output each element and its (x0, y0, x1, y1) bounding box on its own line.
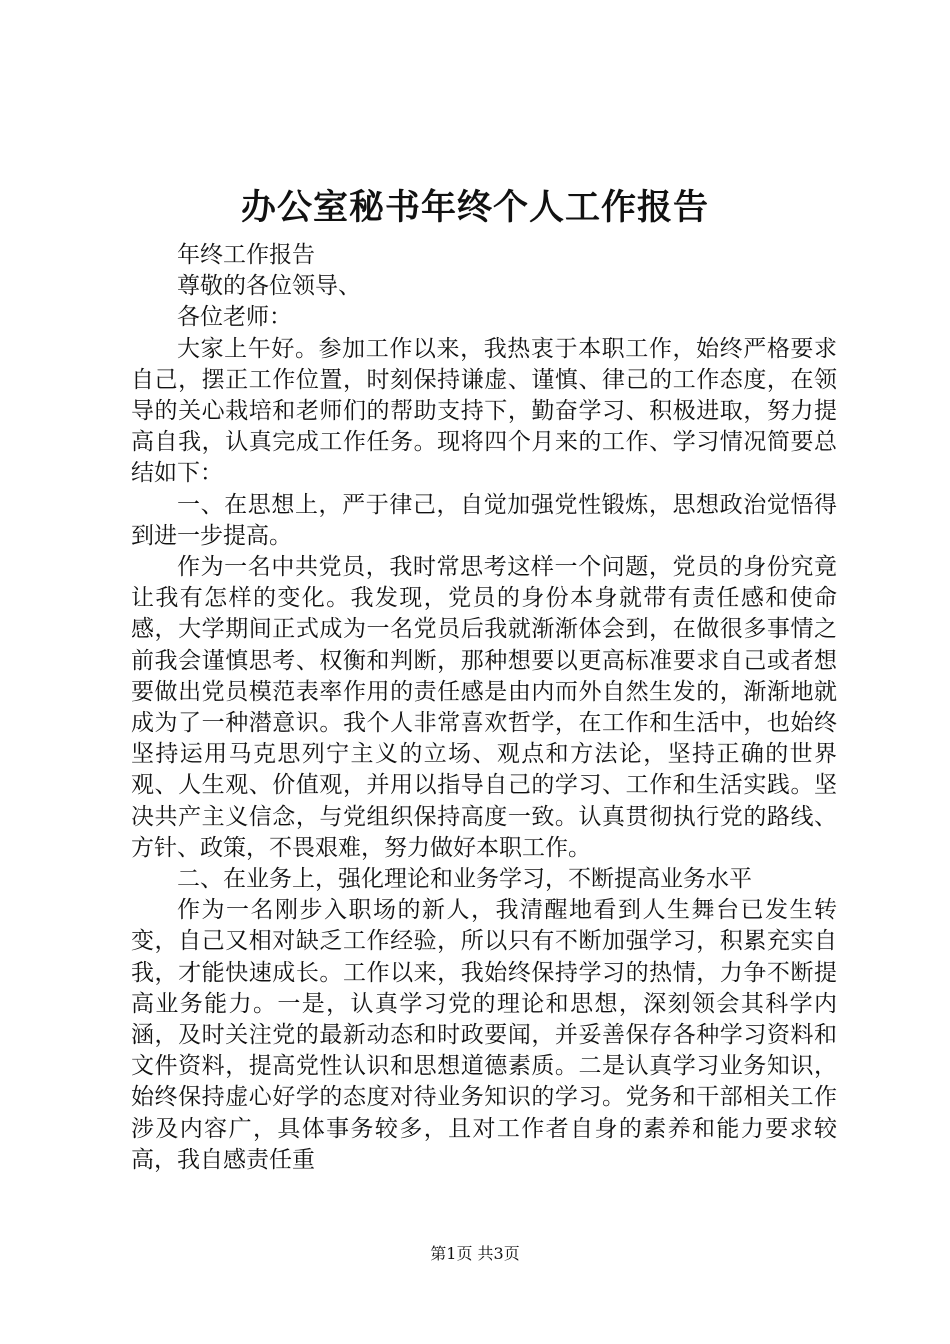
paragraph-salutation-leaders: 尊敬的各位领导、 (177, 273, 361, 300)
document-body (131, 240, 837, 1176)
paragraph-report-heading: 年终工作报告 (177, 242, 315, 268)
paragraph-introduction: 大家上午好。参加工作以来，我热衷于本职工作，始终严格要求自己，摆正工作位置，时刻保持谦虚、谨慎、律己的工作态度，在领导的关心栽培和老师们的帮助支持下，勤奋学习、积极进取，努力提高自我，认真完成工作任务。现将四个月来的工作、学习情况简要总结如下： (131, 335, 837, 487)
section-heading-ideology: 一、在思想上，严于律己，自觉加强党性锻炼，思想政治觉悟得到进一步提高。 (131, 491, 837, 549)
paragraph-party-member: 作为一名中共党员，我时常思考这样一个问题，党员的身份究竟让我有怎样的变化。我发现，党员的身份本身就带有责任感和使命感，大学期间正式成为一名党员后我就渐渐体会到，在做很多事情之前我会谨慎思考、权衡和判断，那种想要以更高标准要求自己或者想要做出党员模范表率作用的责任感是由内而外自然生发的，渐渐地就成为了一种潜意识。我个人非常喜欢哲学，在工作和生活中，也始终坚持运用马克思列宁主义的立场、观点和方法论，坚持正确的世界观、人生观、价值观，并用以指导自己的学习、工作和生活实践。坚决共产主义信念，与党组织保持高度一致。认真贯彻执行党的路线、方针、政策，不畏艰难，努力做好本职工作。 (131, 554, 837, 861)
page-number-label: 第1页 共3页 (430, 1244, 520, 1263)
page-footer (0, 1244, 950, 1264)
section-heading-business: 二、在业务上，强化理论和业务学习，不断提高业务水平 (177, 866, 752, 893)
paragraph-salutation-teachers: 各位老师： (177, 304, 292, 331)
page-title: 办公室秘书年终个人工作报告 (240, 187, 709, 228)
paragraph-learning: 作为一名刚步入职场的新人，我清醒地看到人生舞台已发生转变，自己又相对缺乏工作经验，所以只有不断加强学习，积累充实自我，才能快速成长。工作以来，我始终保持学习的热情，力争不断提高业务能力。一是，认真学习党的理论和思想，深刻领会其科学内涵，及时关注党的最新动态和时政要闻，并妥善保存各种学习资料和文件资料，提高党性认识和思想道德素质。二是认真学习业务知识，始终保持虚心好学的态度对待业务知识的学习。党务和干部相关工作涉及内容广，具体事务较多，且对工作者自身的素养和能力要求较高，我自感责任重 (131, 897, 837, 1173)
